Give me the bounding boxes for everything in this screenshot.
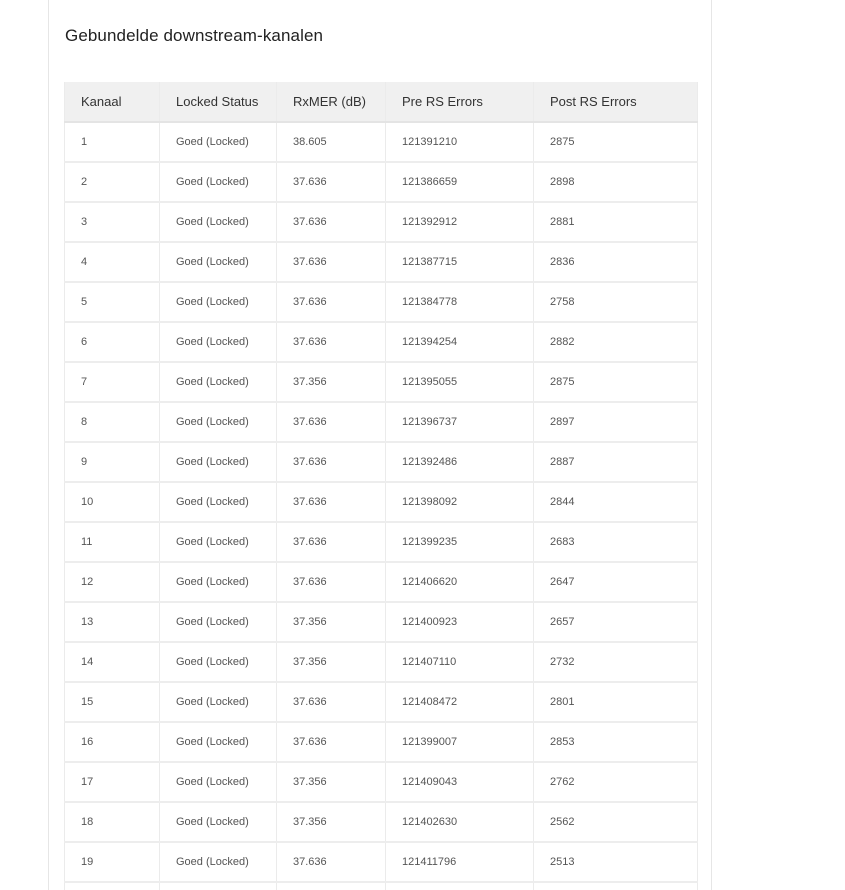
table-row [65, 402, 698, 442]
cell-kanaal: 2 [65, 162, 160, 202]
cell-kanaal: 17 [65, 762, 160, 802]
table-header-row [65, 82, 698, 122]
cell-rxmer: 37.636 [277, 442, 386, 482]
cell-rxmer: 37.356 [277, 642, 386, 682]
cell-locked-status: Goed (Locked) [160, 442, 277, 482]
table-row [65, 442, 698, 482]
cell-rxmer: 37.636 [277, 682, 386, 722]
cell-post-rs-errors: 2758 [534, 282, 698, 322]
cell-kanaal: 15 [65, 682, 160, 722]
cell-locked-status: Goed (Locked) [160, 682, 277, 722]
cell-kanaal: 9 [65, 442, 160, 482]
table-row [65, 282, 698, 322]
cell-post-rs-errors: 2853 [534, 722, 698, 762]
cell-locked-status: Goed (Locked) [160, 602, 277, 642]
cell-pre-rs-errors: 121411796 [386, 842, 534, 882]
cell-kanaal: 18 [65, 802, 160, 842]
table-row [65, 722, 698, 762]
cell-pre-rs-errors: 121394254 [386, 322, 534, 362]
cell-rxmer: 37.636 [277, 842, 386, 882]
cell-pre-rs-errors: 121398092 [386, 482, 534, 522]
cell-pre-rs-errors: 121396737 [386, 402, 534, 442]
cell-kanaal: 8 [65, 402, 160, 442]
column-header-pre-rs-errors: Pre RS Errors [386, 82, 534, 122]
cell-post-rs-errors: 2801 [534, 682, 698, 722]
cell-pre-rs-errors: 121392912 [386, 202, 534, 242]
cell-kanaal: 16 [65, 722, 160, 762]
cell-locked-status: Goed (Locked) [160, 482, 277, 522]
table-row [65, 242, 698, 282]
column-header-post-rs-errors: Post RS Errors [534, 82, 698, 122]
cell-post-rs-errors: 2513 [534, 842, 698, 882]
table-row [65, 602, 698, 642]
cell-post-rs-errors: 2762 [534, 762, 698, 802]
table-row [65, 122, 698, 162]
cell-pre-rs-errors: 121391210 [386, 122, 534, 162]
table-row [65, 802, 698, 842]
cell-pre-rs-errors: 121399235 [386, 522, 534, 562]
cell-rxmer: 37.356 [277, 362, 386, 402]
column-header-kanaal: Kanaal [65, 82, 160, 122]
column-header-rxmer: RxMER (dB) [277, 82, 386, 122]
cell-kanaal: 7 [65, 362, 160, 402]
cell-locked-status: Goed (Locked) [160, 122, 277, 162]
cell-rxmer: 37.636 [277, 722, 386, 762]
cell-post-rs-errors: 2562 [534, 802, 698, 842]
table-row [65, 842, 698, 882]
cell-locked-status: Goed (Locked) [160, 322, 277, 362]
cell-pre-rs-errors: 121407110 [386, 642, 534, 682]
cell-kanaal: 13 [65, 602, 160, 642]
cell-post-rs-errors: 2882 [534, 322, 698, 362]
table-row [65, 682, 698, 722]
cell-rxmer: 37.356 [277, 802, 386, 842]
cell-rxmer: 37.636 [277, 402, 386, 442]
cell-pre-rs-errors: 121409043 [386, 762, 534, 802]
cell-post-rs-errors: 2683 [534, 522, 698, 562]
cell-locked-status: Goed (Locked) [160, 242, 277, 282]
cell-pre-rs-errors: 121384778 [386, 282, 534, 322]
cell-kanaal: 14 [65, 642, 160, 682]
cell-locked-status: Goed (Locked) [160, 162, 277, 202]
table-row [65, 522, 698, 562]
downstream-channels-panel [48, 0, 712, 890]
cell-locked-status: Goed (Locked) [160, 402, 277, 442]
cell-post-rs-errors: 2647 [534, 562, 698, 602]
cell-post-rs-errors: 2897 [534, 402, 698, 442]
cell-kanaal: 19 [65, 842, 160, 882]
cell-rxmer: 37.356 [277, 762, 386, 802]
cell-kanaal: 3 [65, 202, 160, 242]
table-row [65, 642, 698, 682]
cell-rxmer: 38.605 [277, 122, 386, 162]
table-row [65, 762, 698, 802]
cell-locked-status: Goed (Locked) [160, 202, 277, 242]
cell-pre-rs-errors: 121387715 [386, 242, 534, 282]
cell-kanaal: 6 [65, 322, 160, 362]
cell-locked-status: Goed (Locked) [160, 842, 277, 882]
cell-pre-rs-errors: 121392486 [386, 442, 534, 482]
table-row [65, 202, 698, 242]
cell-locked-status: Goed (Locked) [160, 642, 277, 682]
cell-rxmer: 37.636 [277, 162, 386, 202]
cell-locked-status: Goed (Locked) [160, 802, 277, 842]
cell-rxmer: 37.356 [277, 602, 386, 642]
cell-locked-status: Goed (Locked) [160, 522, 277, 562]
cell-pre-rs-errors: 121406620 [386, 562, 534, 602]
cell-post-rs-errors: 2898 [534, 162, 698, 202]
cell-post-rs-errors: 2887 [534, 442, 698, 482]
cell-locked-status: Goed (Locked) [160, 282, 277, 322]
cell-pre-rs-errors: 121395055 [386, 362, 534, 402]
table-body [65, 122, 698, 890]
cell-post-rs-errors: 2875 [534, 122, 698, 162]
cell-post-rs-errors: 2836 [534, 242, 698, 282]
cell-locked-status: Goed (Locked) [160, 762, 277, 802]
table-row [65, 322, 698, 362]
cell-locked-status: Goed (Locked) [160, 562, 277, 602]
cell-rxmer: 37.636 [277, 202, 386, 242]
table-row [65, 362, 698, 402]
column-header-locked-status: Locked Status [160, 82, 277, 122]
cell-post-rs-errors: 2844 [534, 482, 698, 522]
cell-pre-rs-errors: 121402630 [386, 802, 534, 842]
cell-rxmer: 37.636 [277, 282, 386, 322]
table-row [65, 162, 698, 202]
cell-kanaal: 1 [65, 122, 160, 162]
cell-rxmer: 37.636 [277, 522, 386, 562]
cell-kanaal: 12 [65, 562, 160, 602]
cell-pre-rs-errors: 121399007 [386, 722, 534, 762]
cell-rxmer: 37.636 [277, 322, 386, 362]
cell-rxmer: 37.636 [277, 562, 386, 602]
cell-post-rs-errors: 2875 [534, 362, 698, 402]
cell-locked-status: Goed (Locked) [160, 362, 277, 402]
cell-post-rs-errors: 2732 [534, 642, 698, 682]
cell-post-rs-errors: 2657 [534, 602, 698, 642]
downstream-channels-table [64, 82, 698, 890]
table-row [65, 562, 698, 602]
table-row [65, 482, 698, 522]
cell-rxmer: 37.636 [277, 482, 386, 522]
cell-kanaal: 4 [65, 242, 160, 282]
cell-pre-rs-errors: 121400923 [386, 602, 534, 642]
cell-kanaal: 10 [65, 482, 160, 522]
cell-kanaal: 5 [65, 282, 160, 322]
cell-rxmer: 37.636 [277, 242, 386, 282]
cell-post-rs-errors: 2881 [534, 202, 698, 242]
cell-pre-rs-errors: 121408472 [386, 682, 534, 722]
cell-kanaal: 11 [65, 522, 160, 562]
cell-locked-status: Goed (Locked) [160, 722, 277, 762]
table-row-partial [65, 882, 698, 890]
cell-pre-rs-errors: 121386659 [386, 162, 534, 202]
section-title: Gebundelde downstream-kanalen [65, 26, 324, 45]
